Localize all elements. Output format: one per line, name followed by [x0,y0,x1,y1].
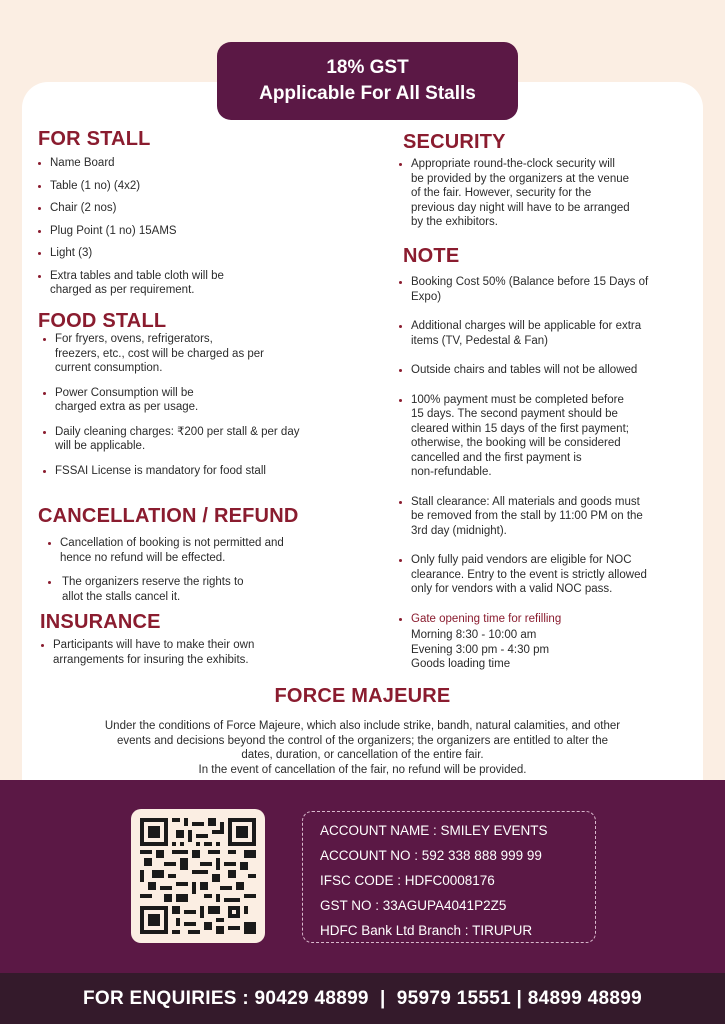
gst-applicability: Applicable For All Stalls [259,83,476,104]
security-list [399,157,699,230]
qr-code-icon [140,818,256,934]
list-item: FSSAI License is mandatory for food stall [43,464,363,479]
list-item: Table (1 no) (4x2) [38,179,358,194]
gate-timing-item [399,612,699,627]
list-item: Participants will have to make their own arrangements for insuring the exhibits. [41,638,361,667]
gst-rate: 18% GST [326,57,409,78]
food-stall-heading: FOOD STALL [38,310,167,332]
list-item: Cancellation of booking is not permitted and hence no refund will be effected. [48,536,358,565]
insurance-heading: INSURANCE [40,611,161,633]
list-item: Chair (2 nos) [38,201,358,216]
list-item: Booking Cost 50% (Balance before 15 Days of Expo) [399,275,699,304]
list-item: Light (3) [38,246,358,261]
force-majeure-heading: FORCE MAJEURE [274,685,451,707]
gst-number: GST NO : 33AGUPA4041P2Z5 [320,898,507,913]
account-number: ACCOUNT NO : 592 338 888 999 99 [320,848,542,863]
bank-account-details [302,811,596,943]
gst-banner [217,42,518,120]
list-item: For fryers, ovens, refrigerators, freezers, etc., cost will be charged as per current consumption. [43,332,363,376]
security-heading: SECURITY [403,131,506,153]
note-list [399,275,699,626]
for-stall-list [38,156,358,298]
bank-branch: HDFC Bank Ltd Branch : TIRUPUR [320,923,533,938]
list-item: Power Consumption will be charged extra as per usage. [43,386,363,415]
list-item: Name Board [38,156,358,171]
list-item: Only fully paid vendors are eligible for NOC clearance. Entry to the event is strictly allowed only for vendors with a valid NOC pass. [399,553,699,597]
list-item: Daily cleaning charges: ₹200 per stall & per day will be applicable. [43,425,363,454]
food-stall-list [43,332,363,478]
qr-code-card [131,809,265,943]
list-item: Additional charges will be applicable for extra items (TV, Pedestal & Fan) [399,319,699,348]
list-item: Stall clearance: All materials and goods must be removed from the stall by 11:00 PM on the 3rd day (midnight). [399,495,699,539]
list-item: Extra tables and table cloth will be charged as per requirement. [38,269,358,298]
account-name: ACCOUNT NAME : SMILEY EVENTS [320,823,548,838]
cancellation-heading: CANCELLATION / REFUND [38,505,299,527]
enquiries-footer: FOR ENQUIRIES : 90429 48899 | 95979 15551 | 84899 48899 [0,973,725,1024]
note-heading: NOTE [403,245,460,267]
list-item: 100% payment must be completed before 15 days. The second payment should be cleared within 15 days of the first payment; otherwise, the booking will be considered cancelled and the first payment is non-refundable. [399,393,699,480]
cancellation-list [48,536,358,604]
list-item: Plug Point (1 no) 15AMS [38,224,358,239]
insurance-list [41,638,361,667]
ifsc-code: IFSC CODE : HDFC0008176 [320,873,495,888]
list-item: Outside chairs and tables will not be allowed [399,363,699,378]
list-item: Appropriate round-the-clock security will be provided by the organizers at the venue of the fair. However, security for the previous day night will have to be arranged by the exhibitors. [399,157,699,230]
list-item: The organizers reserve the rights to allot the stalls cancel it. [48,575,358,604]
gate-timing-label: Gate opening time for refilling [411,612,562,625]
force-majeure-text: Under the conditions of Force Majeure, which also include strike, bandh, natural calamities, and other events and decisions beyond the control of the organizers; the organizers are entitled to alter the dates, duration, or cancellation of the entire fair. In the event of cancellation of the fair, no refund will be provided. [104,720,621,776]
for-stall-heading: FOR STALL [38,128,151,150]
gate-timings: Morning 8:30 - 10:00 am Evening 3:00 pm - 4:30 pm Goods loading time [411,629,550,670]
